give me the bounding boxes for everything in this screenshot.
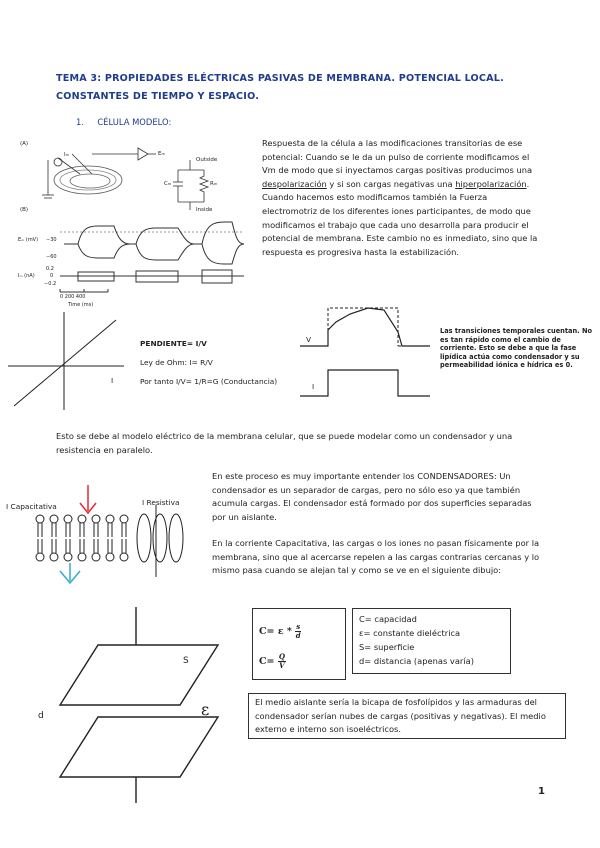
legend-capacidad: C= capacidad xyxy=(359,614,417,624)
em-axis-label: Eₘ (mV) xyxy=(18,237,39,243)
transient-v-label: V xyxy=(306,335,312,344)
panel-b-label: (B) xyxy=(20,207,29,213)
tick-minus60: −60 xyxy=(46,254,57,260)
legend-distancia: d= distancia (apenas varía) xyxy=(359,656,474,666)
medio-box: El medio aislante sería la bicapa de fosfolípidos y las armaduras del condensador serían nubes de cargas (positivas y negativas). El medio externo e interno son isoeléctricos. xyxy=(248,693,566,739)
membrane-drawing xyxy=(20,485,220,585)
capacitor-d-label: d xyxy=(38,711,44,721)
page-title: TEMA 3: PROPIEDADES ELÉCTRICAS PASIVAS DE MEMBRANA. POTENCIAL LOCAL. CONSTANTES DE TIEMPO Y ESPACIO. xyxy=(56,73,504,102)
tick-02: 0.2 xyxy=(46,266,54,272)
tick-minus02: −0.2 xyxy=(44,281,57,287)
transient-graph xyxy=(298,302,438,398)
formula-v-den: V xyxy=(279,661,285,670)
outside-label: Outside xyxy=(196,157,218,163)
section-number: 1. xyxy=(76,117,84,127)
capacitativa-label: I Capacitativa xyxy=(6,502,57,511)
model-paragraph: Esto se debe al modelo eléctrico de la membrana celular, que se puede modelar como un condensador y una resistencia en paralelo. xyxy=(56,431,513,455)
formula-capacitance xyxy=(259,623,301,640)
intro-paragraph xyxy=(262,137,544,259)
panel-a-label: (A) xyxy=(20,141,29,147)
legend-constante: ε= constante dieléctrica xyxy=(359,628,461,638)
em-label: Eₘ xyxy=(158,151,165,157)
im-label: Iₘ xyxy=(64,152,70,158)
formula-q-num: Q xyxy=(278,652,285,661)
capacitor-s-label: S xyxy=(183,656,189,666)
formula-charge xyxy=(259,653,286,670)
time-ticks: 0 200 400 xyxy=(60,294,86,300)
transient-note: Las transiciones temporales cuentan. No es tan rápido como el cambio de corriente. Esto se debe a que la fase lipídica actúa como condensador y su permeabilidad iónica e hídrica es 0. xyxy=(440,327,593,370)
transient-i-label: I xyxy=(312,382,315,391)
cm-label: Cₘ xyxy=(164,181,172,187)
im-axis-label: Iₘ (nA) xyxy=(18,273,35,279)
ohm-axis-i: I xyxy=(111,376,114,385)
hiperpolarizacion-term: hiperpolarización xyxy=(455,178,527,189)
capacitor-epsilon-label: ε xyxy=(201,700,210,719)
legend-superficie: S= superficie xyxy=(359,642,415,652)
rm-label: Rₘ xyxy=(210,181,218,187)
legend-box xyxy=(352,608,511,674)
intro-text-3: . Cuando hacemos esto modificamos también la Fuerza electromotriz de los diferentes iones participantes, de modo que modificamos el trabajo que cada uno desarrolla para producir el potencial de membrana. Este cambio no es inmediato, sino que la respuesta es progresiva hasta la estabilización. xyxy=(262,178,538,257)
intro-text-1: Respuesta de la célula a las modificaciones transitorias de ese potencial: Cuando se le da un pulso de corriente modificamos el Vm de modo que si inyectamos cargas positivas producimos una xyxy=(262,138,533,176)
tick-minus30: −30 xyxy=(46,237,57,243)
formula-c-eq2: C= xyxy=(259,656,275,667)
formula-d-den: d xyxy=(295,631,301,640)
condensadores-paragraph: En este proceso es muy importante entender los CONDENSADORES: Un condensador es un separador de cargas, pero no sólo eso ya que también acumula cargas. El condensador está formado por dos superficies separadas por un aislante. xyxy=(212,471,532,522)
time-label: Time (ms) xyxy=(68,302,94,308)
inside-label: Inside xyxy=(196,207,213,213)
intro-text-2: y si son cargas negativas una xyxy=(326,178,456,189)
formula-box xyxy=(252,608,346,680)
page-number: 1 xyxy=(538,786,545,797)
section-heading xyxy=(76,117,171,127)
cell-model-figure xyxy=(18,140,250,312)
ohm-graph xyxy=(6,306,126,416)
capacitativa-paragraph: En la corriente Capacitativa, las cargas o los iones no pasan físicamente por la membrana, sino que al acercarse repelen a las cargas contrarias cercanas y lo mismo pasa cuando se alejan tal y como se ve en el siguiente dibujo: xyxy=(212,538,540,576)
pendiente-text: PENDIENTE= I/V xyxy=(140,339,207,348)
tick-0: 0 xyxy=(50,273,54,279)
formula-c-eq: C= ε * xyxy=(259,626,292,637)
ley-ohm-text: Ley de Ohm: I= R/V xyxy=(140,358,213,367)
portanto-text: Por tanto I/V= 1/R=G (Conductancia) xyxy=(140,377,278,386)
formula-s-num: s xyxy=(296,622,301,631)
resistiva-label: I Resistiva xyxy=(142,498,180,507)
section-label: CÉLULA MODELO: xyxy=(97,117,172,127)
despolarizacion-term: despolarización xyxy=(262,178,327,189)
